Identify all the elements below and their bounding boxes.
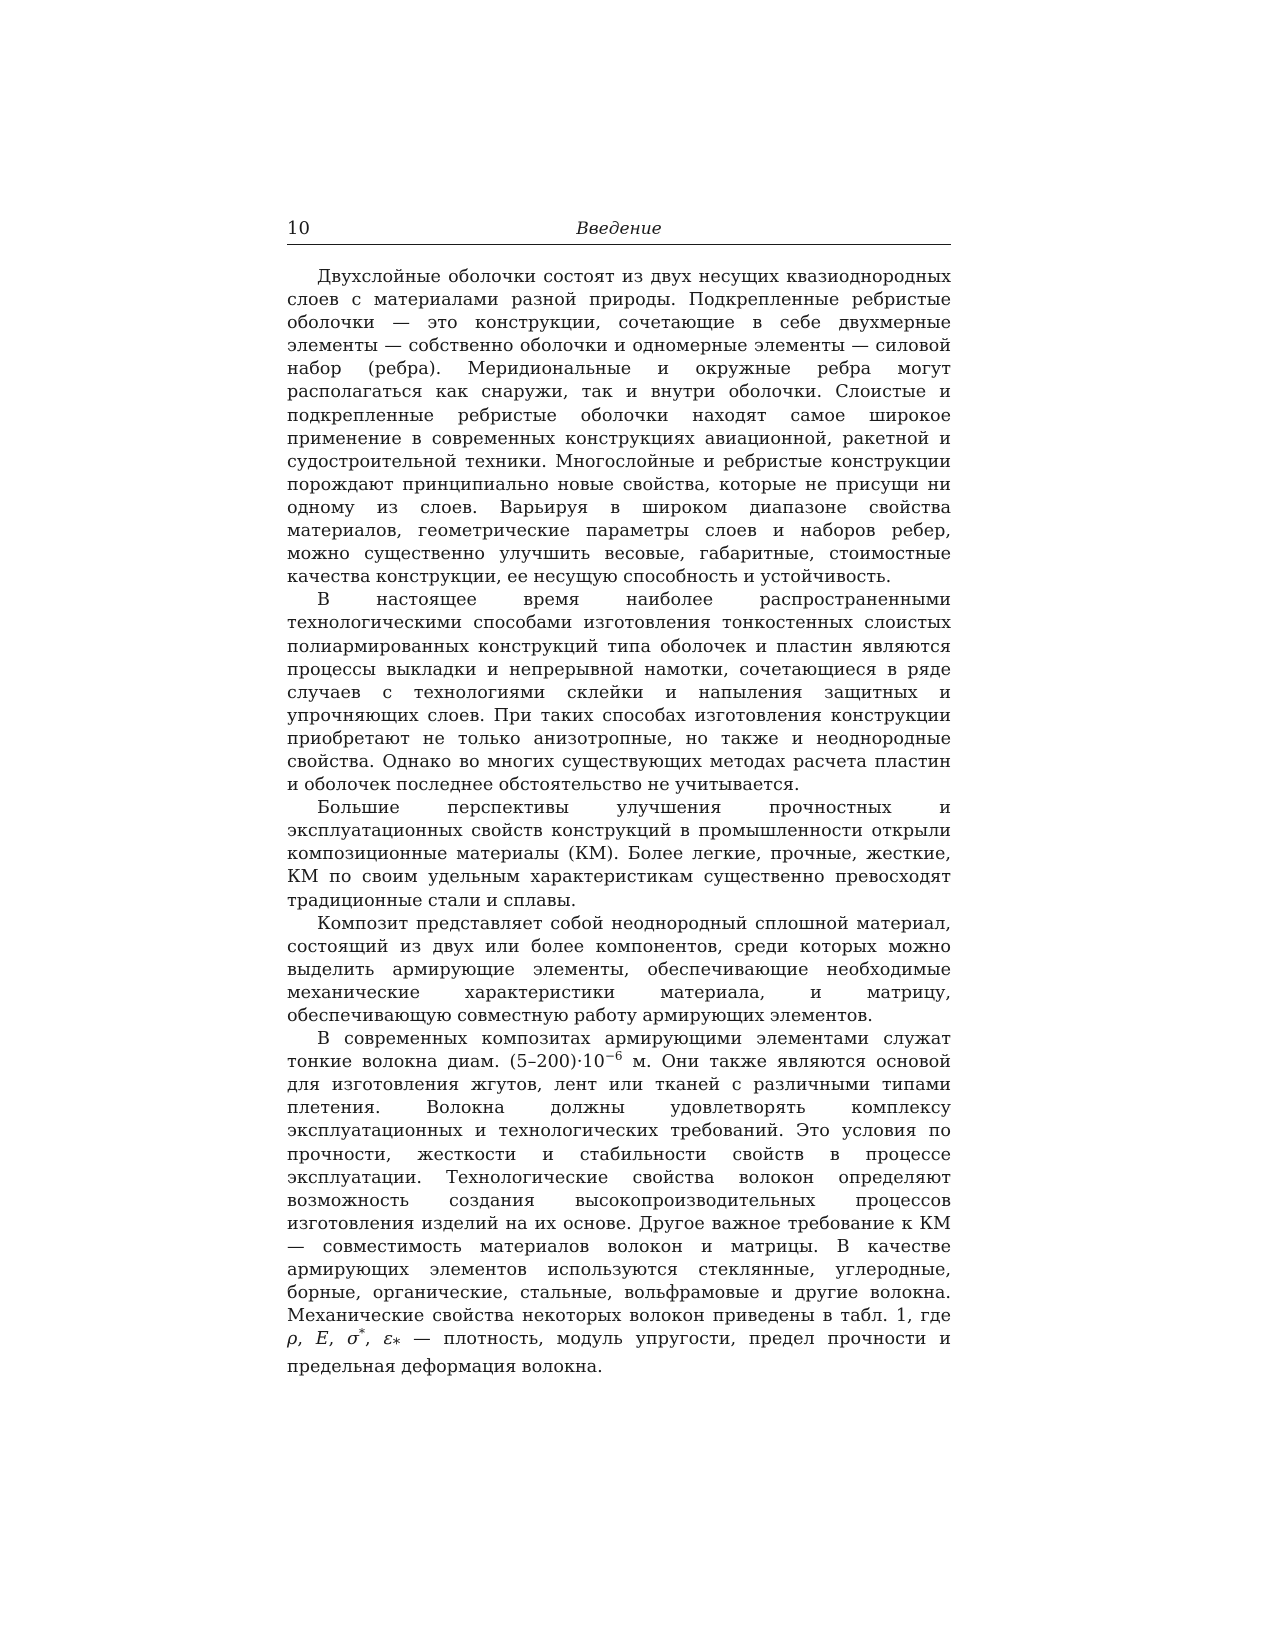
paragraph-5-text-b: м. Они также являются основой для изготовления жгутов, лент или тканей с различными типами плетения. Волокна должны удовлетворять комплексу эксплуатационных и технологических требований. Это условия по прочности, жесткости и стабильности свойств в процессе эксплуатации. Технологические свойства волокон определяют возможность создания высокопроизводительных процессов изготовления изделий на их основе. Другое важное требование к КМ — совместимость материалов волокон и матрицы. В качестве армирующих элементов используются стеклянные, углеродные, борные, органические, стальные, вольфрамовые и другие волокна. Механические свойства некоторых волокон приведены в табл. 1, где [287,1052,951,1327]
paragraph-5-text-a: В современных композитах армирующими элементами служат тонкие волокна диам. (5–200)·10 [287,1029,951,1073]
page-header [287,218,951,245]
body-text [287,266,951,1379]
symbol-epsilon: ε [383,1329,393,1350]
symbol-rho: ρ [287,1329,298,1350]
symbol-sigma-superscript: * [359,1326,366,1341]
separator-3: , [365,1329,384,1350]
running-title: Введение [576,219,662,239]
paragraph-4: Композит представляет собой неоднородный сплошной материал, состоящий из двух или более компонентов, среди которых можно выделить армирующие элементы, обеспечивающие необходимые механические характеристики материала, и матрицу, обеспечивающую совместную работу армирующих элементов. [287,913,951,1026]
exponent: −6 [604,1049,623,1064]
separator-2: , [328,1329,348,1350]
paragraph-1: Двухслойные оболочки состоят из двух несущих квазиоднородных слоев с материалами разной природы. Подкрепленные ребристые оболочки — это конструкции, сочетающие в себе двухмерные элементы — собственно оболочки и одномерные элементы — силовой набор (ребра). Меридиональные и окружные ребра могут располагаться как снаружи, так и внутри оболочки. Слоистые и подкрепленные ребристые оболочки находят самое широкое применение в современных конструкциях авиационной, ракетной и судостроительной техники. Многослойные и ребристые конструкции порождают принципиально новые свойства, которые не присущи ни одному из слоев. Варьируя в широком диапазоне свойства материалов, геометрические параметры слоев и наборов ребер, можно существенно улучшить весовые, габаритные, стоимостные качества конструкции, ее несущую способность и устойчивость. [287,267,951,588]
symbol-e: E [315,1329,329,1350]
symbol-epsilon-subscript: * [392,1335,401,1353]
paragraph-5 [287,1028,951,1379]
paragraph-3: Большие перспективы улучшения прочностных и эксплуатационных свойств конструкций в промышленности открыли композиционные материалы (КМ). Более легкие, прочные, жесткие, КМ по своим удельным характеристикам существенно превосходят традиционные стали и сплавы. [287,798,951,911]
separator-1: , [297,1329,316,1350]
page-number: 10 [287,218,310,239]
paragraph-5-text-c: — плотность, модуль упругости, предел прочности и предельная деформация волокна. [287,1329,951,1377]
paragraph-2: В настоящее время наиболее распространенными технологическими способами изготовления тонкостенных слоистых полиармированных конструкций типа оболочек и пластин являются процессы выкладки и непрерывной намотки, сочетающиеся в ряде случаев с технологиями склейки и напыления защитных и упрочняющих слоев. При таких способах изготовления конструкции приобретают не только анизотропные, но также и неоднородные свойства. Однако во многих существующих методах расчета пластин и оболочек последнее обстоятельство не учитывается. [287,590,951,796]
symbol-sigma: σ [347,1329,360,1350]
